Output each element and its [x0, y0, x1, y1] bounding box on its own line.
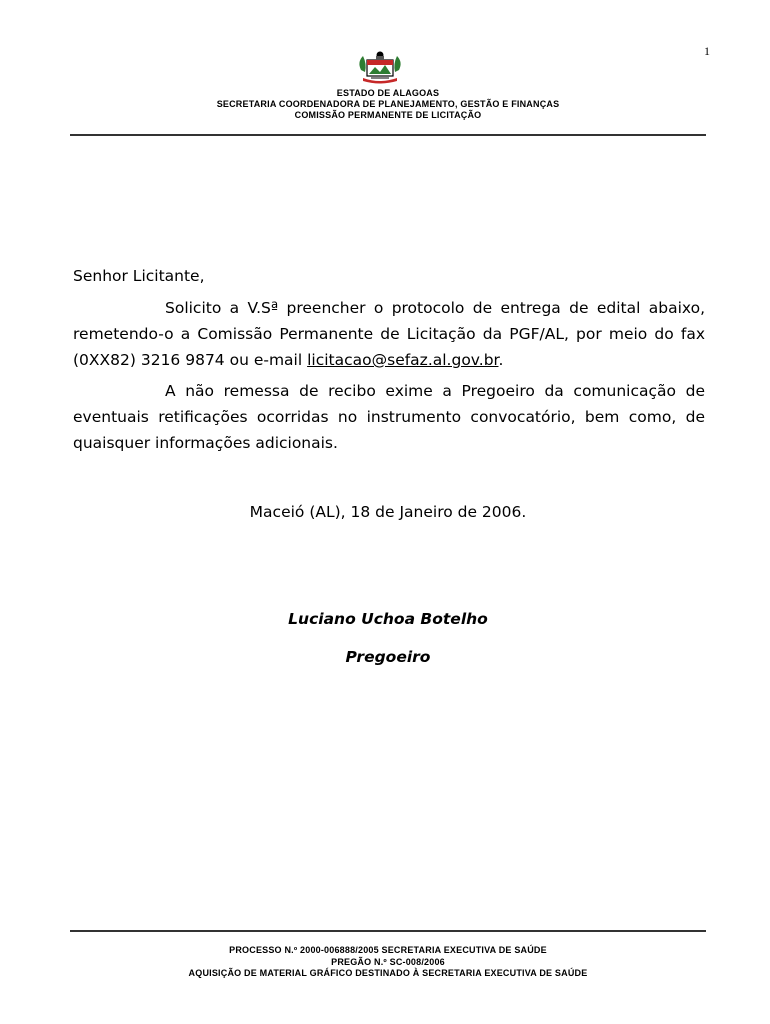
header-state: ESTADO DE ALAGOAS: [336, 88, 440, 98]
paragraph-request-text: Solicito a V.Sª preencher o protocolo de entrega de edital abaixo, remetendo-o a Comissão Permanente de Licitação da PGF/AL, por meio do fax (0XX82) 3216 9874 ou e-mail: [73, 299, 705, 369]
paragraph-notice-text: A não remessa de recibo exime a Pregoeiro da comunicação de eventuais retificações ocorridas no instrumento convocatório, bem como, de quaisquer informações adicionais.: [73, 382, 705, 452]
footer-rule: [70, 930, 706, 932]
salutation: Senhor Licitante,: [73, 267, 205, 285]
header-rule: [70, 134, 706, 136]
paragraph-request: [73, 295, 705, 373]
footer-subject: AQUISIÇÃO DE MATERIAL GRÁFICO DESTINADO À SECRETARIA EXECUTIVA DE SAÚDE: [188, 968, 588, 978]
footer-process: PROCESSO N.º 2000-006888/2005 SECRETARIA EXECUTIVA DE SAÚDE: [229, 945, 547, 955]
place-and-date: Maceió (AL), 18 de Janeiro de 2006.: [249, 503, 527, 521]
email-link[interactable]: licitacao@sefaz.al.gov.br: [307, 351, 499, 369]
footer-auction: PREGÃO N.º SC-008/2006: [331, 957, 445, 967]
signer-role: Pregoeiro: [345, 648, 431, 666]
header-commission: COMISSÃO PERMANENTE DE LICITAÇÃO: [294, 110, 482, 120]
paragraph-request-end: .: [498, 351, 504, 369]
page-number: 1: [704, 44, 710, 58]
paragraph-notice: [73, 378, 705, 456]
signer-name: Luciano Uchoa Botelho: [288, 610, 488, 628]
header-secretariat: SECRETARIA COORDENADORA DE PLANEJAMENTO, GESTÃO E FINANÇAS: [216, 99, 560, 109]
state-coat-of-arms-icon: [357, 50, 403, 84]
